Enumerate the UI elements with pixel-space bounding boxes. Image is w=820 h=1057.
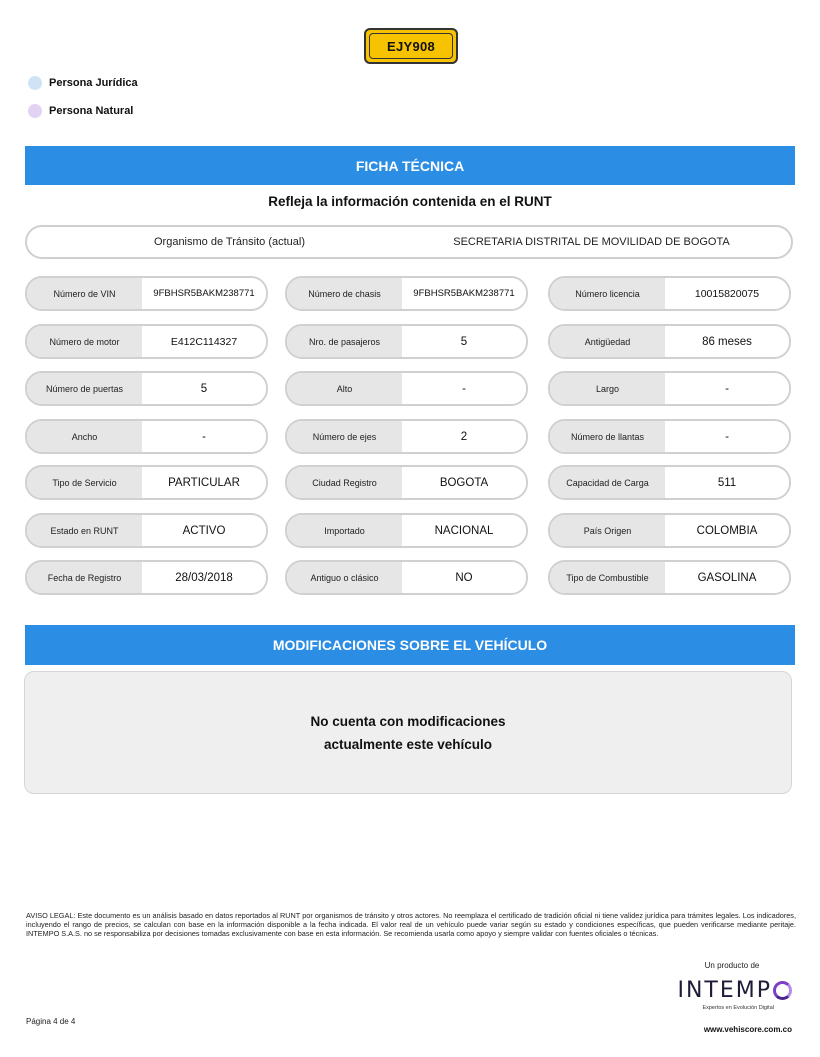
license-plate	[364, 28, 458, 64]
license-plate-number: EJY908	[369, 33, 453, 59]
field-label: Número de motor	[27, 326, 142, 357]
field-label: Número de ejes	[287, 421, 402, 452]
field-value: 5	[402, 326, 526, 357]
field-value: 86 meses	[665, 326, 789, 357]
field-label: Alto	[287, 373, 402, 404]
field-label: Número licencia	[550, 278, 665, 309]
field-label: Tipo de Combustible	[550, 562, 665, 593]
field-alto	[285, 371, 528, 406]
field-label: Nro. de pasajeros	[287, 326, 402, 357]
intempo-logo	[652, 978, 792, 1003]
field-label: Número de VIN	[27, 278, 142, 309]
field-importado	[285, 513, 528, 548]
organismo-transito-row	[25, 225, 793, 259]
legend-dot-natural-icon	[28, 104, 42, 118]
field-puertas	[25, 371, 268, 406]
field-value: 9FBHSR5BAKM238771	[142, 278, 266, 309]
field-label: Número de chasis	[287, 278, 402, 309]
field-label: Tipo de Servicio	[27, 467, 142, 498]
modificaciones-box	[24, 671, 792, 794]
field-value: -	[142, 421, 266, 452]
field-label: Capacidad de Carga	[550, 467, 665, 498]
field-value: COLOMBIA	[665, 515, 789, 546]
organismo-label: Organismo de Tránsito (actual)	[153, 236, 305, 248]
organismo-value: SECRETARIA DISTRITAL DE MOVILIDAD DE BOGOTA	[453, 236, 730, 248]
modificaciones-header: MODIFICACIONES SOBRE EL VEHÍCULO	[25, 625, 795, 665]
modificaciones-text-line2: actualmente este vehículo	[323, 736, 493, 752]
ficha-tecnica-header: FICHA TÉCNICA	[25, 146, 795, 185]
field-label: Antigüedad	[550, 326, 665, 357]
field-fecha-registro	[25, 560, 268, 595]
legend-label: Persona Jurídica	[49, 77, 138, 89]
field-label: Largo	[550, 373, 665, 404]
field-value: 9FBHSR5BAKM238771	[402, 278, 526, 309]
field-label: Importado	[287, 515, 402, 546]
field-ciudad-registro	[285, 465, 528, 500]
field-chasis	[285, 276, 528, 311]
brand-name: INTEMP	[677, 978, 772, 1003]
field-pasajeros	[285, 324, 528, 359]
field-capacidad-carga	[548, 465, 791, 500]
legend-item-juridica	[28, 76, 138, 90]
legend-label: Persona Natural	[49, 105, 134, 117]
brand-block	[652, 961, 792, 1034]
modificaciones-text-line1: No cuenta con modificaciones	[310, 713, 506, 729]
field-value: 511	[665, 467, 789, 498]
field-antiguedad	[548, 324, 791, 359]
field-ancho	[25, 419, 268, 454]
field-ejes	[285, 419, 528, 454]
field-value: 5	[142, 373, 266, 404]
brand-ring-icon	[773, 981, 792, 1000]
legal-notice: AVISO LEGAL: Este documento es un análisis basado en datos reportados al RUNT por organismos de tránsito y otros actores. No reemplaza el certificado de tradición oficial ni tiene validez jurídica para trámites legales. Los indicadores, incluyendo el rango de precios, se calculan con base en la información disponible a la fecha indicada. El valor real de un vehículo puede variar según su estado y condiciones específicas, que pueden verificarse mediante peritaje. INTEMPO S.A.S. no se responsabiliza por decisiones tomadas exclusivamente con base en esta información. Se recomienda usarla como apoyo y siempre validar con fuentes oficiales o técnicas.	[26, 911, 796, 938]
field-label: Fecha de Registro	[27, 562, 142, 593]
field-label: Ancho	[27, 421, 142, 452]
product-of-label: Un producto de	[704, 961, 760, 970]
field-value: BOGOTA	[402, 467, 526, 498]
field-label: Número de puertas	[27, 373, 142, 404]
page-number: Página 4 de 4	[26, 1017, 76, 1026]
field-antiguo-clasico	[285, 560, 528, 595]
field-label: País Origen	[550, 515, 665, 546]
field-tipo-combustible	[548, 560, 791, 595]
field-label: Número de llantas	[550, 421, 665, 452]
field-vin	[25, 276, 268, 311]
legend-dot-juridica-icon	[28, 76, 42, 90]
field-value: 2	[402, 421, 526, 452]
field-value: ACTIVO	[142, 515, 266, 546]
field-label: Estado en RUNT	[27, 515, 142, 546]
field-value: -	[402, 373, 526, 404]
field-licencia	[548, 276, 791, 311]
field-value: GASOLINA	[665, 562, 789, 593]
field-value: 10015820075	[665, 278, 789, 309]
field-value: -	[665, 421, 789, 452]
field-label: Ciudad Registro	[287, 467, 402, 498]
field-estado-runt	[25, 513, 268, 548]
field-largo	[548, 371, 791, 406]
legend-item-natural	[28, 104, 133, 118]
field-value: 28/03/2018	[142, 562, 266, 593]
field-value: E412C114327	[142, 326, 266, 357]
field-motor	[25, 324, 268, 359]
field-value: NACIONAL	[402, 515, 526, 546]
field-pais-origen	[548, 513, 791, 548]
field-value: NO	[402, 562, 526, 593]
field-label: Antiguo o clásico	[287, 562, 402, 593]
field-tipo-servicio	[25, 465, 268, 500]
field-value: PARTICULAR	[142, 467, 266, 498]
brand-tagline: Expertos en Evolución Digital	[702, 1005, 774, 1011]
field-llantas	[548, 419, 791, 454]
field-value: -	[665, 373, 789, 404]
website-url[interactable]: www.vehiscore.com.co	[703, 1025, 792, 1034]
ficha-subtitle: Refleja la información contenida en el RUNT	[268, 194, 552, 209]
